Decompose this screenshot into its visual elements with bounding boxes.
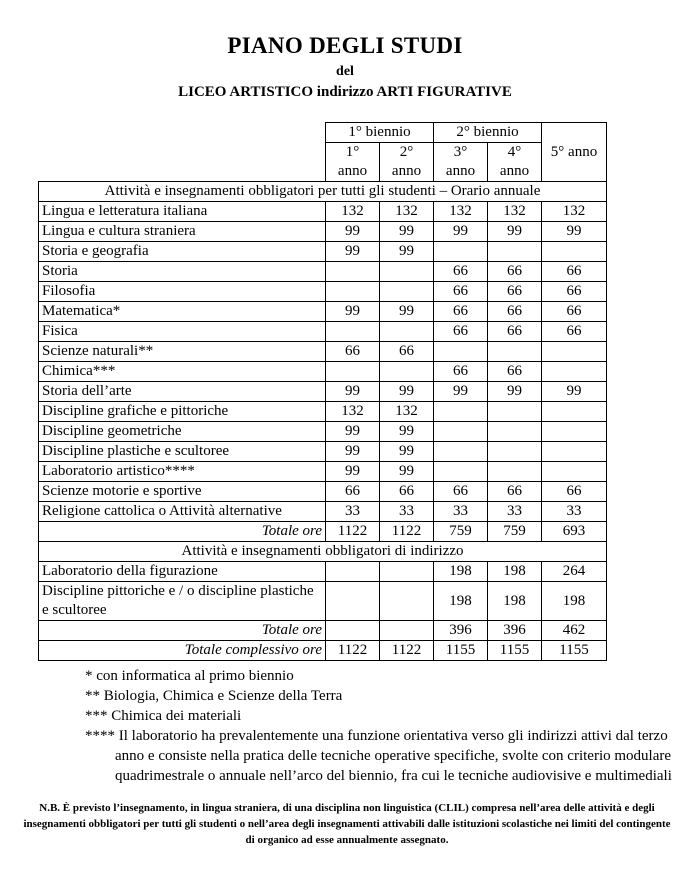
section-title-common: Attività e insegnamenti obbligatori per tutti gli studenti – Orario annuale: [39, 182, 607, 202]
hours-cell: 1122: [326, 522, 380, 542]
hours-cell: 66: [542, 262, 607, 282]
table-row: [39, 322, 607, 342]
hours-cell: [488, 402, 542, 422]
year-header-5: 5° anno: [542, 123, 607, 182]
hours-cell: 66: [542, 282, 607, 302]
hours-cell: 66: [434, 282, 488, 302]
hours-cell: [542, 362, 607, 382]
hours-cell: 99: [542, 382, 607, 402]
study-plan-table: [38, 122, 607, 661]
subject-cell: Discipline plastiche e scultoree: [39, 442, 326, 462]
hours-cell: [434, 342, 488, 362]
table-row: [39, 621, 607, 641]
subject-cell: Fisica: [39, 322, 326, 342]
hours-cell: [380, 282, 434, 302]
hours-cell: 99: [326, 462, 380, 482]
hours-cell: 759: [434, 522, 488, 542]
subject-cell: Laboratorio artistico****: [39, 462, 326, 482]
hours-cell: [326, 621, 380, 641]
subject-cell: Religione cattolica o Attività alternative: [39, 502, 326, 522]
hours-cell: 99: [326, 422, 380, 442]
table-row: [39, 462, 607, 482]
header-row-years: [39, 143, 607, 182]
table-row: [39, 502, 607, 522]
group-header-first-biennium: 1° biennio: [326, 123, 434, 143]
hours-cell: 1122: [326, 641, 380, 661]
hours-cell: 396: [434, 621, 488, 641]
table-row: [39, 402, 607, 422]
page-subtitle-school: LICEO ARTISTICO indirizzo ARTI FIGURATIVE: [178, 84, 512, 100]
hours-cell: 132: [488, 202, 542, 222]
subject-cell: Storia dell’arte: [39, 382, 326, 402]
hours-cell: [488, 242, 542, 262]
table-row: [39, 262, 607, 282]
hours-cell: 1122: [380, 641, 434, 661]
hours-cell: [326, 582, 380, 621]
subject-cell: Discipline geometriche: [39, 422, 326, 442]
subject-cell: Discipline pittoriche e / o discipline plastiche e scultoree: [39, 582, 326, 621]
header-row-groups: [39, 123, 607, 143]
hours-cell: [326, 362, 380, 382]
hours-cell: 99: [380, 462, 434, 482]
group-header-second-biennium: 2° biennio: [434, 123, 542, 143]
hours-cell: [434, 402, 488, 422]
page-subtitle-del: del: [336, 64, 354, 79]
hours-cell: 99: [542, 222, 607, 242]
hours-cell: 99: [326, 382, 380, 402]
hours-cell: [488, 442, 542, 462]
table-row: [39, 442, 607, 462]
hours-cell: 33: [380, 502, 434, 522]
hours-cell: 33: [326, 502, 380, 522]
hours-cell: 99: [380, 442, 434, 462]
subject-cell: Scienze motorie e sportive: [39, 482, 326, 502]
hours-cell: [542, 342, 607, 362]
hours-cell: [380, 322, 434, 342]
section-title: Attività e insegnamenti obbligatori di indirizzo: [39, 542, 607, 562]
hours-cell: 759: [488, 522, 542, 542]
hours-cell: [488, 342, 542, 362]
hours-cell: 198: [542, 582, 607, 621]
hours-cell: 66: [488, 302, 542, 322]
hours-cell: 99: [434, 222, 488, 242]
hours-cell: 462: [542, 621, 607, 641]
hours-cell: 132: [434, 202, 488, 222]
table-row: [39, 302, 607, 322]
hours-cell: [542, 422, 607, 442]
hours-cell: 1155: [434, 641, 488, 661]
hours-cell: [326, 322, 380, 342]
subject-cell: Discipline grafiche e pittoriche: [39, 402, 326, 422]
hours-cell: 693: [542, 522, 607, 542]
hours-cell: 66: [542, 482, 607, 502]
subject-cell: Chimica***: [39, 362, 326, 382]
section-row: [39, 182, 607, 202]
hours-cell: 198: [434, 562, 488, 582]
hours-cell: 99: [380, 382, 434, 402]
hours-cell: [542, 242, 607, 262]
table-row: [39, 202, 607, 222]
hours-cell: [434, 422, 488, 442]
footnote-1: * con informatica al primo biennio: [85, 668, 294, 684]
hours-cell: 99: [434, 382, 488, 402]
table-row: [39, 362, 607, 382]
year-header-4: 4° anno: [488, 143, 542, 182]
hours-cell: 1155: [488, 641, 542, 661]
table-row: [39, 382, 607, 402]
table-row: [39, 522, 607, 542]
hours-cell: [380, 262, 434, 282]
hours-cell: 33: [488, 502, 542, 522]
hours-cell: 99: [326, 242, 380, 262]
table-row: [39, 482, 607, 502]
hours-cell: 33: [434, 502, 488, 522]
hours-cell: [542, 402, 607, 422]
year-header-1: 1° anno: [326, 143, 380, 182]
hours-cell: 66: [542, 322, 607, 342]
table-row: [39, 282, 607, 302]
hours-cell: 66: [434, 362, 488, 382]
section-row: [39, 542, 607, 562]
hours-cell: 66: [488, 362, 542, 382]
hours-cell: [488, 462, 542, 482]
table-row: [39, 422, 607, 442]
hours-cell: [542, 462, 607, 482]
hours-cell: 66: [326, 342, 380, 362]
hours-cell: 132: [326, 402, 380, 422]
hours-cell: 396: [488, 621, 542, 641]
hours-cell: 132: [380, 402, 434, 422]
subject-cell: Lingua e cultura straniera: [39, 222, 326, 242]
table-row: [39, 641, 607, 661]
hours-cell: 99: [380, 302, 434, 322]
hours-cell: 99: [326, 222, 380, 242]
hours-cell: [326, 282, 380, 302]
table-row: [39, 222, 607, 242]
hours-cell: 66: [488, 282, 542, 302]
hours-cell: [326, 562, 380, 582]
subject-cell: Scienze naturali**: [39, 342, 326, 362]
hours-cell: 264: [542, 562, 607, 582]
table-row: [39, 342, 607, 362]
hours-cell: 1155: [542, 641, 607, 661]
nb-note: N.B. È previsto l’insegnamento, in lingua straniera, di una disciplina non linguistica (CLIL) compresa nell’area delle attività e degli insegnamenti obbligatori per tutti gli studenti o nell’area degli insegnamenti attivabili dalle istituzioni scolastiche nei limiti del contingente di organico ad esse annualmente assegnato.: [23, 802, 671, 846]
hours-cell: 66: [542, 302, 607, 322]
hours-cell: [326, 262, 380, 282]
hours-cell: [380, 362, 434, 382]
hours-cell: 99: [380, 242, 434, 262]
hours-cell: [380, 621, 434, 641]
hours-cell: 66: [488, 322, 542, 342]
footnotes: [85, 666, 675, 786]
hours-cell: [434, 242, 488, 262]
total-label: Totale complessivo ore: [39, 641, 326, 661]
hours-cell: 66: [434, 302, 488, 322]
hours-cell: [380, 582, 434, 621]
subject-cell: Filosofia: [39, 282, 326, 302]
hours-cell: 198: [434, 582, 488, 621]
hours-cell: 198: [488, 582, 542, 621]
total-label: Totale ore: [39, 522, 326, 542]
hours-cell: 132: [380, 202, 434, 222]
table-row: [39, 562, 607, 582]
hours-cell: 66: [488, 262, 542, 282]
subject-cell: Storia: [39, 262, 326, 282]
hours-cell: 66: [434, 322, 488, 342]
hours-cell: [434, 462, 488, 482]
subject-cell: Laboratorio della figurazione: [39, 562, 326, 582]
footnote-3: *** Chimica dei materiali: [85, 708, 242, 724]
subject-cell: Matematica*: [39, 302, 326, 322]
hours-cell: 132: [542, 202, 607, 222]
hours-cell: [542, 442, 607, 462]
hours-cell: 66: [434, 482, 488, 502]
hours-cell: 132: [326, 202, 380, 222]
hours-cell: 99: [380, 422, 434, 442]
hours-cell: 33: [542, 502, 607, 522]
hours-cell: 99: [488, 382, 542, 402]
subject-cell: Lingua e letteratura italiana: [39, 202, 326, 222]
hours-cell: 66: [380, 342, 434, 362]
hours-cell: 99: [380, 222, 434, 242]
hours-cell: 99: [326, 302, 380, 322]
table-row: [39, 582, 607, 621]
hours-cell: [380, 562, 434, 582]
hours-cell: 1122: [380, 522, 434, 542]
hours-cell: 66: [488, 482, 542, 502]
hours-cell: 66: [434, 262, 488, 282]
hours-cell: [488, 422, 542, 442]
hours-cell: [434, 442, 488, 462]
page-title: PIANO DEGLI STUDI: [227, 33, 463, 58]
year-header-2: 2° anno: [380, 143, 434, 182]
subject-cell: Storia e geografia: [39, 242, 326, 262]
total-label: Totale ore: [39, 621, 326, 641]
year-header-3: 3° anno: [434, 143, 488, 182]
footnote-4: **** Il laboratorio ha prevalentemente una funzione orientativa verso gli indirizzi attivi dal terzo anno e consiste nella pratica delle tecniche operative specifiche, svolte con criterio modulare quadrimestrale o annuale nell’arco del biennio, fra cui le tecniche audiovisive e multimediali: [85, 728, 672, 784]
hours-cell: 66: [380, 482, 434, 502]
table-row: [39, 242, 607, 262]
hours-cell: 99: [488, 222, 542, 242]
footnote-2: ** Biologia, Chimica e Scienze della Terra: [85, 688, 343, 704]
hours-cell: 99: [326, 442, 380, 462]
hours-cell: 198: [488, 562, 542, 582]
hours-cell: 66: [326, 482, 380, 502]
